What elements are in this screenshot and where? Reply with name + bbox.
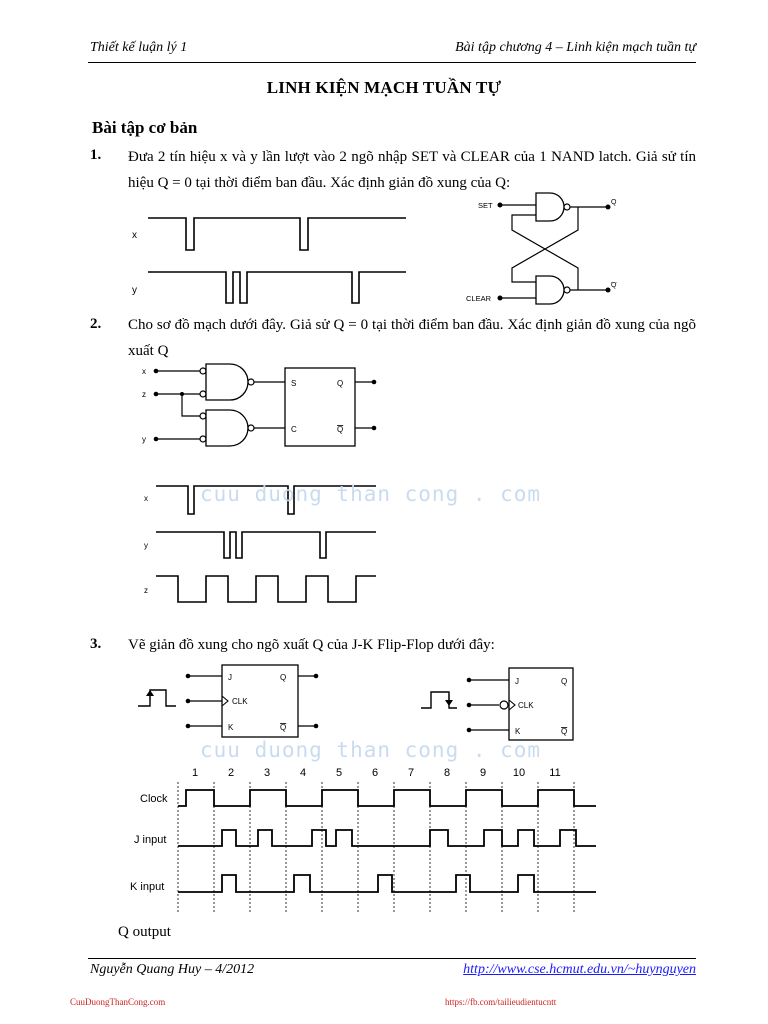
- wave-x: [148, 218, 406, 250]
- wave-k: [178, 875, 596, 892]
- nand-gate-2: [206, 410, 248, 446]
- wave2-label-z: z: [144, 586, 148, 595]
- wave-label-y: y: [132, 285, 137, 296]
- bottom-left-link[interactable]: CuuDuongThanCong.com: [70, 997, 166, 1007]
- page-title: LINH KIỆN MẠCH TUẦN TỰ: [266, 78, 502, 97]
- fig3-jk-ff-2: [415, 664, 585, 744]
- nand-gate-top: [536, 193, 564, 221]
- tick-2: 2: [227, 767, 235, 779]
- jk1-j: J: [228, 673, 232, 682]
- jk1-clk: CLK: [232, 697, 248, 706]
- latch-s: S: [291, 379, 297, 388]
- clear-label: CLEAR: [466, 294, 492, 303]
- jk2-qbar: Q: [561, 727, 568, 736]
- tick-11: 11: [549, 767, 561, 779]
- wave2-label-x: x: [144, 494, 148, 503]
- wave2-label-y: y: [144, 541, 148, 550]
- header-rule: [88, 62, 696, 63]
- latch-c: C: [291, 425, 297, 434]
- header-right: Bài tập chương 4 – Linh kiện mạch tuần tự: [455, 40, 696, 55]
- jk1-qbar: Q: [280, 723, 287, 732]
- problem-3-number: 3.: [90, 636, 102, 652]
- footer-author: Nguyễn Quang Huy – 4/2012: [90, 962, 255, 977]
- tick-4: 4: [299, 767, 307, 779]
- problem-1-number: 1.: [90, 147, 102, 163]
- clock-label: Clock: [140, 793, 168, 805]
- nand-gate-1: [206, 364, 248, 400]
- fig3-jk-ff-1: [130, 662, 330, 742]
- watermark-1: cuu duong than cong . com: [200, 482, 542, 506]
- tick-9: 9: [479, 767, 487, 779]
- problem-1-text: Đưa 2 tín hiệu x và y lần lượt vào 2 ngõ nhập SET và CLEAR của 1 NAND latch. Giả sử tín hiệu Q = 0 tại thời điểm ban đầu. Xác định giản đồ xung của Q:: [128, 149, 696, 191]
- bottom-right-link[interactable]: https://fb.com/tailieudientucntt: [445, 997, 557, 1007]
- wave2-y: [156, 532, 376, 558]
- q-output-label: Q output: [118, 924, 171, 940]
- k-input-label: K input: [130, 881, 165, 893]
- footer-url-link[interactable]: http://www.cse.hcmut.edu.vn/~huynguyen: [463, 962, 696, 977]
- jk1-k: K: [228, 723, 234, 732]
- header-left: Thiết kế luận lý 1: [90, 40, 188, 55]
- tick-6: 6: [371, 767, 379, 779]
- watermark-2: cuu duong than cong . com: [200, 738, 542, 762]
- section-heading: Bài tập cơ bản: [92, 118, 198, 137]
- jk2-q: Q: [561, 677, 568, 686]
- wave-label-x: x: [132, 230, 137, 241]
- jk2-j: J: [515, 677, 519, 686]
- jk1-q: Q: [280, 673, 287, 682]
- in-x: x: [142, 367, 146, 376]
- j-input-label: J input: [134, 834, 167, 846]
- tick-7: 7: [407, 767, 415, 779]
- tick-8: 8: [443, 767, 451, 779]
- tick-3: 3: [263, 767, 271, 779]
- clk-symbol-pos: [138, 690, 176, 706]
- timing-gridlines: [178, 782, 574, 914]
- in-y: y: [142, 435, 146, 444]
- jk2-clk: CLK: [518, 701, 534, 710]
- latch-qbar: Q: [337, 425, 344, 434]
- qbar-label: Q: [611, 282, 617, 289]
- problem-2-text: Cho sơ đồ mạch dưới đây. Giả sử Q = 0 tại thời điểm ban đầu. Xác định giản đồ xung của ngõ xuất Q: [128, 317, 696, 359]
- wave2-z: [156, 576, 376, 602]
- q-label: Q: [611, 199, 617, 206]
- jk-timing-diagram: [130, 762, 606, 918]
- problem-2-number: 2.: [90, 316, 102, 332]
- problem-3-text: Vẽ giản đồ xung cho ngõ xuất Q của J-K Flip-Flop dưới đây:: [128, 637, 495, 653]
- jk2-k: K: [515, 727, 521, 736]
- set-label: SET: [478, 201, 493, 210]
- nand-gate-bottom: [536, 276, 564, 304]
- footer-rule: [88, 958, 696, 959]
- tick-10: 10: [512, 767, 526, 779]
- wave-y: [148, 272, 406, 303]
- tick-5: 5: [335, 767, 343, 779]
- tick-1: 1: [191, 767, 199, 779]
- wave-j: [178, 830, 596, 846]
- fig2-circuit: [130, 360, 390, 460]
- in-z: z: [142, 390, 146, 399]
- fig1-nand-latch: [460, 188, 640, 310]
- fig1-waveforms: [120, 200, 420, 312]
- wave-clock: [178, 790, 596, 806]
- latch-q: Q: [337, 379, 344, 388]
